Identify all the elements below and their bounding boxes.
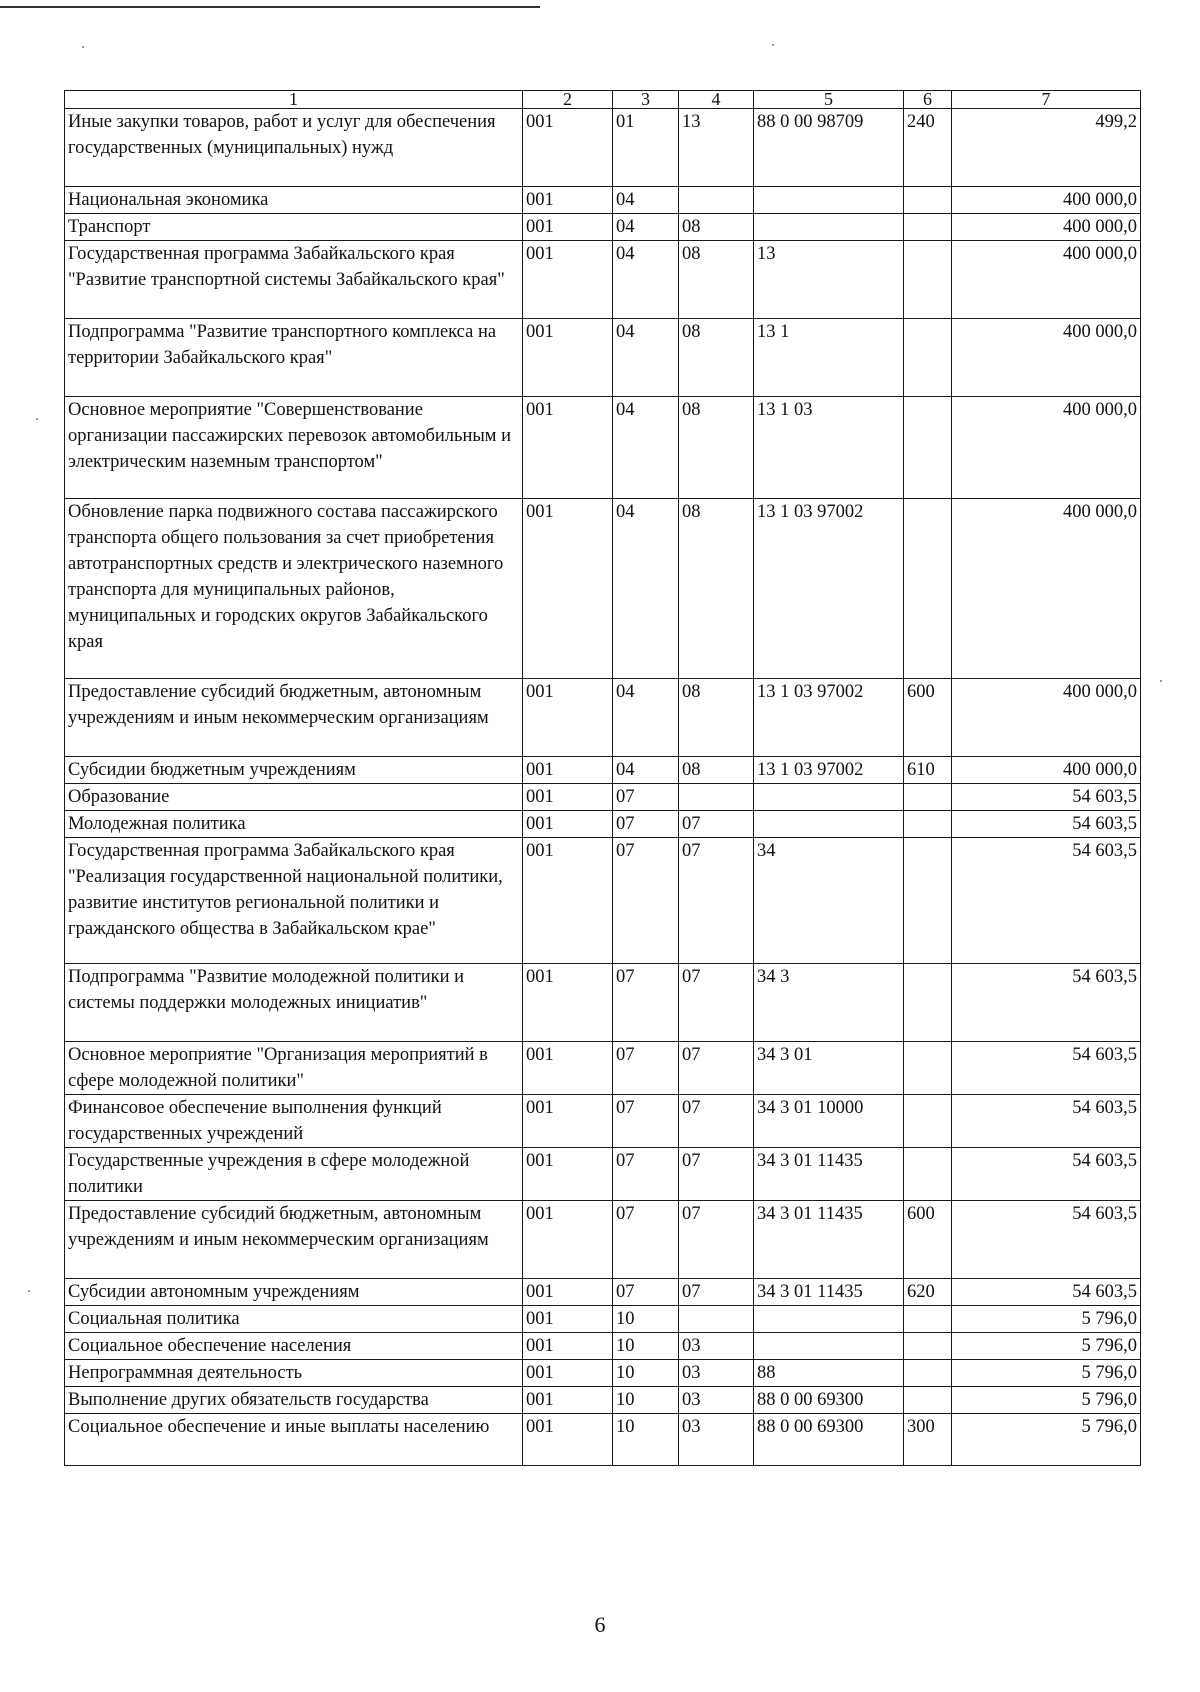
row-amount-cell: 400 000,0 <box>952 187 1141 214</box>
row-target-article-cell <box>754 811 904 838</box>
row-amount-cell: 54 603,5 <box>952 811 1141 838</box>
row-section-cell: 04 <box>613 187 679 214</box>
column-header: 6 <box>904 91 952 109</box>
row-target-article-cell: 88 0 00 69300 <box>754 1414 904 1466</box>
table-row <box>65 241 1141 319</box>
row-code-cell: 001 <box>523 397 613 499</box>
row-target-article-cell: 34 3 <box>754 964 904 1042</box>
row-amount-cell: 54 603,5 <box>952 1148 1141 1201</box>
row-amount-cell: 54 603,5 <box>952 1279 1141 1306</box>
row-amount-cell: 400 000,0 <box>952 499 1141 679</box>
row-name-cell: Финансовое обеспечение выполнения функций государственных учреждений <box>65 1095 523 1148</box>
row-name-cell: Образование <box>65 784 523 811</box>
table-row <box>65 757 1141 784</box>
row-code-cell: 001 <box>523 1148 613 1201</box>
table-row <box>65 679 1141 757</box>
row-name-cell: Подпрограмма "Развитие молодежной политики и системы поддержки молодежных инициатив" <box>65 964 523 1042</box>
row-section-cell: 07 <box>613 784 679 811</box>
row-target-article-cell: 34 3 01 10000 <box>754 1095 904 1148</box>
row-target-article-cell <box>754 784 904 811</box>
row-target-article-cell <box>754 1333 904 1360</box>
page-number: 6 <box>594 1612 606 1637</box>
column-header: 4 <box>679 91 754 109</box>
row-target-article-cell: 13 1 03 97002 <box>754 757 904 784</box>
row-expense-type-cell: 600 <box>904 1201 952 1279</box>
row-subsection-cell: 03 <box>679 1414 754 1466</box>
row-amount-cell: 400 000,0 <box>952 679 1141 757</box>
row-amount-cell: 54 603,5 <box>952 1201 1141 1279</box>
row-code-cell: 001 <box>523 1360 613 1387</box>
row-target-article-cell: 13 1 <box>754 319 904 397</box>
row-expense-type-cell <box>904 319 952 397</box>
row-name-cell: Транспорт <box>65 214 523 241</box>
row-section-cell: 07 <box>613 811 679 838</box>
table-row <box>65 1306 1141 1333</box>
row-target-article-cell: 13 <box>754 241 904 319</box>
row-code-cell: 001 <box>523 679 613 757</box>
row-section-cell: 10 <box>613 1387 679 1414</box>
row-section-cell: 01 <box>613 109 679 187</box>
row-expense-type-cell <box>904 1095 952 1148</box>
row-amount-cell: 400 000,0 <box>952 319 1141 397</box>
row-expense-type-cell <box>904 1333 952 1360</box>
table-row <box>65 1042 1141 1095</box>
row-target-article-cell: 34 3 01 11435 <box>754 1148 904 1201</box>
row-name-cell: Государственная программа Забайкальского края "Реализация государственной национальной политики, развитие институтов региональной политики и гражданского общества в Забайкальском крае" <box>65 838 523 964</box>
row-expense-type-cell: 240 <box>904 109 952 187</box>
row-expense-type-cell <box>904 964 952 1042</box>
row-target-article-cell: 88 0 00 98709 <box>754 109 904 187</box>
row-code-cell: 001 <box>523 964 613 1042</box>
row-amount-cell: 54 603,5 <box>952 1095 1141 1148</box>
row-subsection-cell <box>679 784 754 811</box>
row-code-cell: 001 <box>523 1279 613 1306</box>
table-row <box>65 1148 1141 1201</box>
row-code-cell: 001 <box>523 1201 613 1279</box>
column-header: 3 <box>613 91 679 109</box>
column-header: 2 <box>523 91 613 109</box>
row-section-cell: 04 <box>613 319 679 397</box>
row-expense-type-cell <box>904 1387 952 1414</box>
row-target-article-cell: 13 1 03 97002 <box>754 679 904 757</box>
row-code-cell: 001 <box>523 1042 613 1095</box>
column-header: 7 <box>952 91 1141 109</box>
row-code-cell: 001 <box>523 1414 613 1466</box>
row-subsection-cell: 03 <box>679 1333 754 1360</box>
row-target-article-cell: 34 <box>754 838 904 964</box>
table-row <box>65 319 1141 397</box>
table-row <box>65 964 1141 1042</box>
row-section-cell: 07 <box>613 1042 679 1095</box>
row-section-cell: 04 <box>613 214 679 241</box>
row-name-cell: Государственная программа Забайкальского края "Развитие транспортной системы Забайкальского края" <box>65 241 523 319</box>
row-name-cell: Подпрограмма "Развитие транспортного комплекса на территории Забайкальского края" <box>65 319 523 397</box>
row-expense-type-cell <box>904 1148 952 1201</box>
row-name-cell: Обновление парка подвижного состава пассажирского транспорта общего пользования за счет приобретения автотранспортных средств и электрического наземного транспорта для муниципальных районов, муниципальных и городских округов Забайкальского края <box>65 499 523 679</box>
row-target-article-cell: 88 <box>754 1360 904 1387</box>
row-target-article-cell <box>754 214 904 241</box>
row-target-article-cell <box>754 1306 904 1333</box>
table-row <box>65 187 1141 214</box>
row-name-cell: Предоставление субсидий бюджетным, автономным учреждениям и иным некоммерческим организациям <box>65 679 523 757</box>
row-section-cell: 07 <box>613 1148 679 1201</box>
table-row <box>65 214 1141 241</box>
row-amount-cell: 54 603,5 <box>952 784 1141 811</box>
row-expense-type-cell <box>904 838 952 964</box>
row-amount-cell: 400 000,0 <box>952 241 1141 319</box>
row-amount-cell: 5 796,0 <box>952 1414 1141 1466</box>
row-name-cell: Непрограммная деятельность <box>65 1360 523 1387</box>
scan-speck <box>82 46 84 48</box>
column-header: 5 <box>754 91 904 109</box>
budget-table <box>64 90 1141 1466</box>
table-row <box>65 109 1141 187</box>
row-amount-cell: 5 796,0 <box>952 1387 1141 1414</box>
row-code-cell: 001 <box>523 214 613 241</box>
row-amount-cell: 5 796,0 <box>952 1333 1141 1360</box>
table-row <box>65 1387 1141 1414</box>
row-code-cell: 001 <box>523 1306 613 1333</box>
table-row <box>65 1360 1141 1387</box>
table-row <box>65 1414 1141 1466</box>
row-name-cell: Предоставление субсидий бюджетным, автономным учреждениям и иным некоммерческим организациям <box>65 1201 523 1279</box>
row-subsection-cell: 13 <box>679 109 754 187</box>
row-subsection-cell: 07 <box>679 811 754 838</box>
row-name-cell: Выполнение других обязательств государства <box>65 1387 523 1414</box>
row-target-article-cell: 88 0 00 69300 <box>754 1387 904 1414</box>
row-amount-cell: 400 000,0 <box>952 214 1141 241</box>
row-section-cell: 07 <box>613 964 679 1042</box>
row-subsection-cell: 08 <box>679 499 754 679</box>
row-subsection-cell: 07 <box>679 1201 754 1279</box>
row-section-cell: 07 <box>613 1095 679 1148</box>
row-subsection-cell: 08 <box>679 214 754 241</box>
row-name-cell: Основное мероприятие "Организация мероприятий в сфере молодежной политики" <box>65 1042 523 1095</box>
row-subsection-cell: 03 <box>679 1387 754 1414</box>
row-subsection-cell <box>679 187 754 214</box>
row-subsection-cell: 08 <box>679 679 754 757</box>
row-expense-type-cell <box>904 1042 952 1095</box>
row-expense-type-cell <box>904 1306 952 1333</box>
row-expense-type-cell: 300 <box>904 1414 952 1466</box>
scan-speck <box>28 1290 30 1292</box>
row-section-cell: 04 <box>613 757 679 784</box>
table-row <box>65 1201 1141 1279</box>
row-subsection-cell: 08 <box>679 397 754 499</box>
row-code-cell: 001 <box>523 757 613 784</box>
row-subsection-cell: 07 <box>679 1042 754 1095</box>
row-name-cell: Иные закупки товаров, работ и услуг для обеспечения государственных (муниципальных) нужд <box>65 109 523 187</box>
row-target-article-cell: 34 3 01 <box>754 1042 904 1095</box>
row-code-cell: 001 <box>523 187 613 214</box>
scan-speck <box>1160 680 1162 682</box>
row-amount-cell: 54 603,5 <box>952 964 1141 1042</box>
row-subsection-cell: 03 <box>679 1360 754 1387</box>
scan-speck <box>772 44 774 46</box>
table-row <box>65 499 1141 679</box>
row-section-cell: 10 <box>613 1333 679 1360</box>
row-expense-type-cell <box>904 499 952 679</box>
column-header: 1 <box>65 91 523 109</box>
row-code-cell: 001 <box>523 1095 613 1148</box>
row-name-cell: Государственные учреждения в сфере молодежной политики <box>65 1148 523 1201</box>
row-amount-cell: 5 796,0 <box>952 1306 1141 1333</box>
row-expense-type-cell <box>904 214 952 241</box>
row-amount-cell: 499,2 <box>952 109 1141 187</box>
row-section-cell: 10 <box>613 1306 679 1333</box>
row-name-cell: Субсидии бюджетным учреждениям <box>65 757 523 784</box>
row-code-cell: 001 <box>523 109 613 187</box>
row-expense-type-cell: 600 <box>904 679 952 757</box>
row-code-cell: 001 <box>523 1333 613 1360</box>
row-code-cell: 001 <box>523 499 613 679</box>
row-subsection-cell: 08 <box>679 757 754 784</box>
row-name-cell: Социальное обеспечение и иные выплаты населению <box>65 1414 523 1466</box>
table-row <box>65 1279 1141 1306</box>
row-section-cell: 07 <box>613 1201 679 1279</box>
row-code-cell: 001 <box>523 319 613 397</box>
row-section-cell: 10 <box>613 1360 679 1387</box>
row-section-cell: 07 <box>613 1279 679 1306</box>
row-expense-type-cell <box>904 397 952 499</box>
row-subsection-cell: 07 <box>679 1095 754 1148</box>
top-scan-rule <box>0 6 540 8</box>
row-name-cell: Национальная экономика <box>65 187 523 214</box>
row-expense-type-cell: 610 <box>904 757 952 784</box>
row-code-cell: 001 <box>523 784 613 811</box>
row-expense-type-cell <box>904 241 952 319</box>
row-code-cell: 001 <box>523 811 613 838</box>
row-name-cell: Молодежная политика <box>65 811 523 838</box>
row-target-article-cell: 13 1 03 97002 <box>754 499 904 679</box>
row-name-cell: Субсидии автономным учреждениям <box>65 1279 523 1306</box>
row-target-article-cell: 34 3 01 11435 <box>754 1201 904 1279</box>
row-section-cell: 04 <box>613 397 679 499</box>
row-section-cell: 04 <box>613 241 679 319</box>
row-code-cell: 001 <box>523 241 613 319</box>
row-target-article-cell: 34 3 01 11435 <box>754 1279 904 1306</box>
scan-speck <box>36 418 38 420</box>
row-section-cell: 04 <box>613 499 679 679</box>
row-expense-type-cell: 620 <box>904 1279 952 1306</box>
table-row <box>65 397 1141 499</box>
header-row <box>65 91 1141 109</box>
row-subsection-cell: 07 <box>679 964 754 1042</box>
row-subsection-cell: 07 <box>679 838 754 964</box>
row-subsection-cell: 07 <box>679 1279 754 1306</box>
row-expense-type-cell <box>904 784 952 811</box>
row-amount-cell: 54 603,5 <box>952 838 1141 964</box>
table-row <box>65 1333 1141 1360</box>
row-code-cell: 001 <box>523 1387 613 1414</box>
row-name-cell: Социальное обеспечение населения <box>65 1333 523 1360</box>
row-subsection-cell: 07 <box>679 1148 754 1201</box>
table-row <box>65 838 1141 964</box>
table-row <box>65 1095 1141 1148</box>
row-amount-cell: 400 000,0 <box>952 757 1141 784</box>
row-section-cell: 10 <box>613 1414 679 1466</box>
row-expense-type-cell <box>904 187 952 214</box>
row-code-cell: 001 <box>523 838 613 964</box>
row-expense-type-cell <box>904 1360 952 1387</box>
table-row <box>65 811 1141 838</box>
row-name-cell: Социальная политика <box>65 1306 523 1333</box>
row-subsection-cell <box>679 1306 754 1333</box>
row-expense-type-cell <box>904 811 952 838</box>
row-section-cell: 07 <box>613 838 679 964</box>
row-amount-cell: 400 000,0 <box>952 397 1141 499</box>
row-subsection-cell: 08 <box>679 319 754 397</box>
row-section-cell: 04 <box>613 679 679 757</box>
row-amount-cell: 5 796,0 <box>952 1360 1141 1387</box>
row-target-article-cell <box>754 187 904 214</box>
table-row <box>65 784 1141 811</box>
row-name-cell: Основное мероприятие "Совершенствование организации пассажирских перевозок автомобильным и электрическим наземным транспортом" <box>65 397 523 499</box>
row-target-article-cell: 13 1 03 <box>754 397 904 499</box>
row-subsection-cell: 08 <box>679 241 754 319</box>
row-amount-cell: 54 603,5 <box>952 1042 1141 1095</box>
